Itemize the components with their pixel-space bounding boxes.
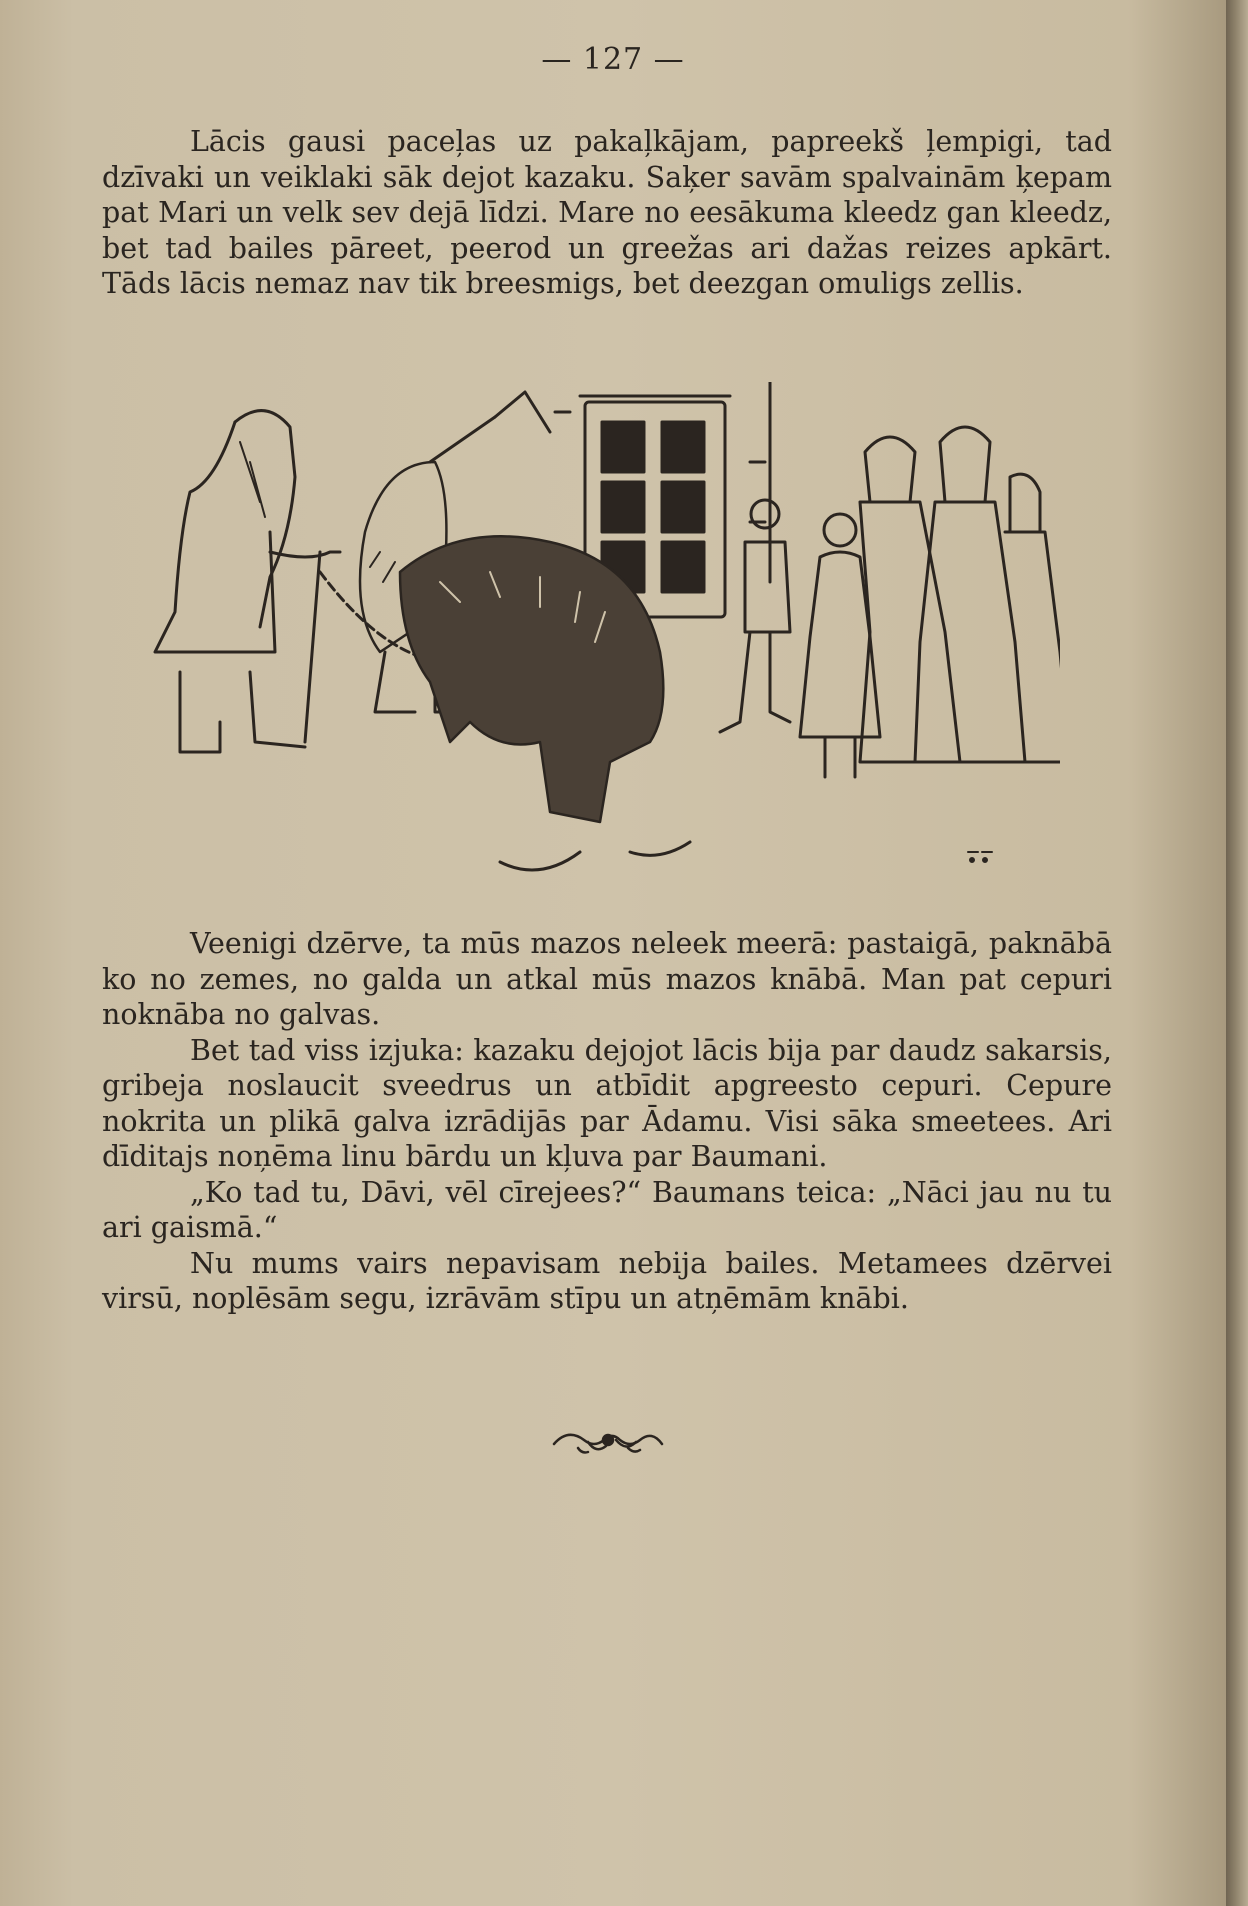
paragraph: Nu mums vairs nepavisam nebija bailes. Metamees dzērvei virsū, noplēsām segu, izrāvām stīpu un atņēmām knābi. <box>102 1246 1112 1315</box>
page-number: — 127 — <box>541 42 685 77</box>
text-block-top <box>102 124 1112 302</box>
paragraph: Lācis gausi paceļas uz pakaļkājam, papreekš ļempigi, tad dzīvaki un veiklaki sāk dejot kazaku. Saķer savām spalvainām ķepam pat Mari un velk sev dejā līdzi. Mare no eesākuma kleedz gan kleedz, bet tad bailes pāreet, peerod un greežas ari dažas reizes apkārt. Tāds lācis nemaz nav tik breesmigs, bet deezgan omuligs zellis. <box>102 125 1112 300</box>
paragraph: Veenigi dzērve, ta mūs mazos neleek meerā: pastaigā, paknābā ko no zemes, no galda un atkal mūs mazos knābā. Man pat cepuri noknāba no galvas. <box>102 927 1112 1031</box>
book-spine-edge <box>1226 0 1248 1906</box>
paragraph: „Ko tad tu, Dāvi, vēl cīrejees?“ Baumans teica: „Nāci jau nu tu ari gaismā.“ <box>102 1175 1112 1244</box>
artist-mark <box>968 852 992 862</box>
paragraph: Bet tad viss izjuka: kazaku dejojot lācis bija par daudz sakarsis, gribeja noslaucit sveedrus un atbīdit apgreesto cepuri. Cepure nokrita un plikā galva izrādijās par Ādamu. Visi sāka smeetees. Ari dīditajs noņēma linu bārdu un kļuva par Baumani. <box>102 1033 1112 1173</box>
ornament-flourish-icon <box>548 1422 668 1462</box>
text-block-bottom <box>102 926 1112 1317</box>
illustration-dancing-bear <box>140 382 1060 912</box>
bear-drawing <box>400 536 690 870</box>
